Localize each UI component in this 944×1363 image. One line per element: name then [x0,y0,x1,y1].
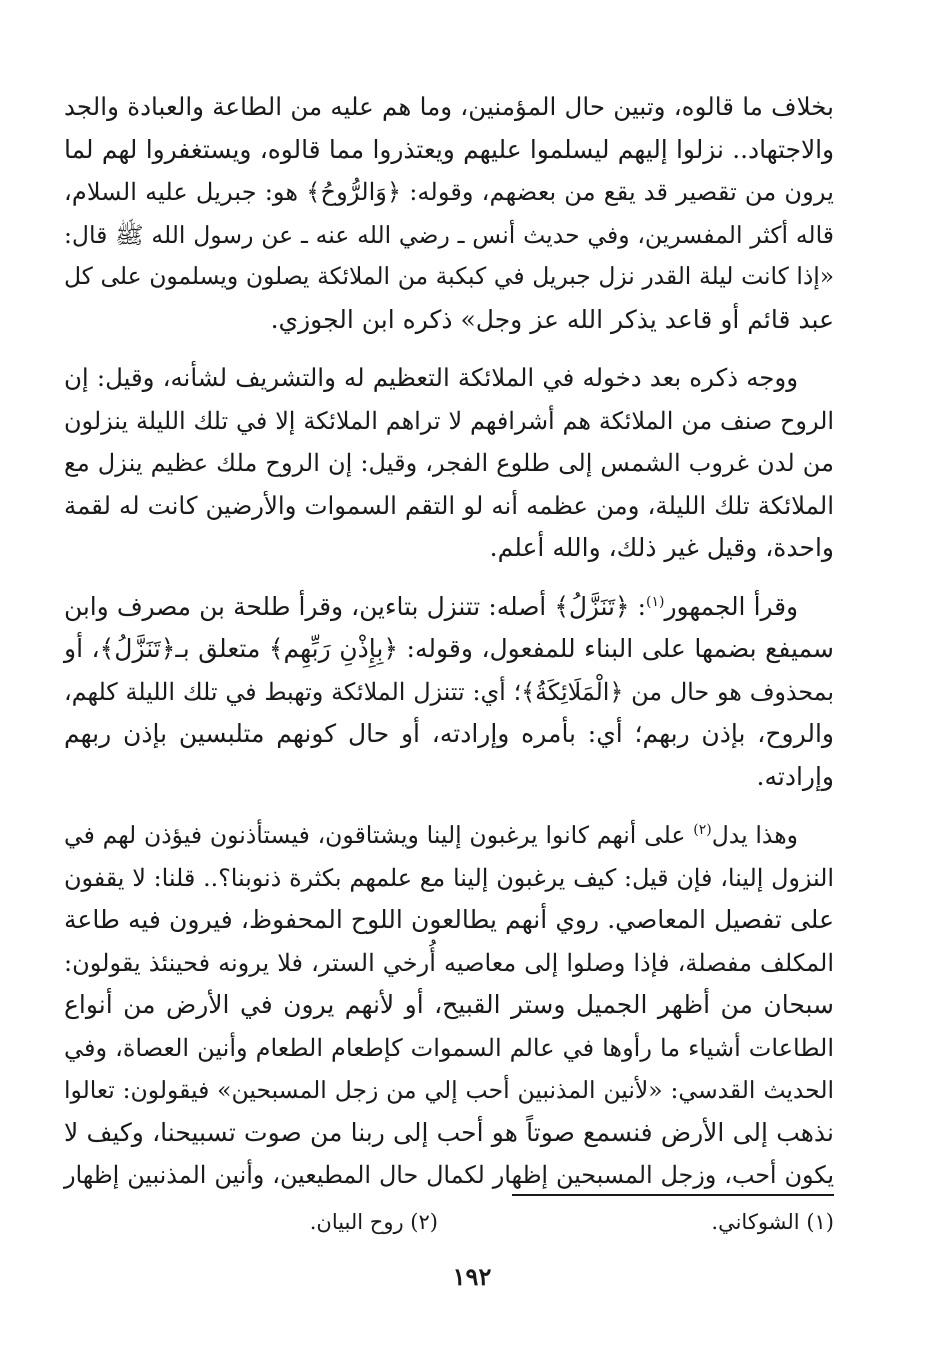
text-line: من لدن غروب الشمس إلى طلوع الفجر، وقيل: إن الروح ملك عظيم ينزل مع [64,449,834,477]
text-line: الحديث القدسي: «لأنين المذنبين أحب إلي من زجل المسبحين» فيقولون: تعالوا [64,1076,834,1104]
page-number: ١٩٢ [452,1262,492,1291]
text-line: والروح، بإذن ربهم؛ أي: بأمره وإرادته، أو حال كونهم متلبسين بإذن ربهم [64,719,834,748]
text-line: نذهب إلى الأرض فنسمع صوتاً هو أحب إلى ربنا من صوت تسبيحنا، وكيف لا [64,1117,834,1147]
text-line: عبد قائم أو قاعد يذكر الله عز وجل» ذكره ابن الجوزي. [270,304,834,334]
text-run: : ﴿تَنَزَّلُ﴾ أصله: تتنزل بتاءين، وقرأ طلحة بن مصرف وابن [64,591,647,621]
text-line: وإرادته. [756,761,834,791]
text-line: النزول إلينا، فإن قيل: كيف يرغبون إلينا مع علمهم بكثرة ذنوبنا؟.. قلنا: لا يقفون [64,863,834,892]
paragraph-2 [64,357,834,570]
text-line: قاله أكثر المفسرين، وفي حديث أنس ـ رضي الله عنه ـ عن رسول الله ﷺ قال: [64,220,834,249]
text-run: على أنهم كانوا يرغبون إلينا ويشتاقون، فيستأذنون فيؤذن لهم في [64,821,694,849]
text-line: بخلاف ما قالوه، وتبين حال المؤمنين، وما هم عليه من الطاعة والعبادة والجد [64,92,834,121]
text-line [64,814,834,857]
text-line: بمحذوف هو حال من ﴿الْمَلَائِكَةُ﴾؛ أي: تتنزل الملائكة وتهبط في تلك الليلة كلهم، [64,677,834,706]
text-line: ووجه ذكره بعد دخوله في الملائكة التعظيم له والتشريف لشأنه، وقيل: إن [64,363,798,392]
footnote-1: (١) الشوكاني. [711,1210,834,1234]
paragraph-3 [64,586,834,799]
text-run: وقرأ الجمهور [664,591,798,621]
main-text [64,86,834,1213]
text-line: الملائكة تلك الليلة، ومن عظمه أنه لو التقم السموات والأرضين كانت له لقمة [64,490,834,520]
text-line: واحدة، وقيل غير ذلك، والله أعلم. [489,533,834,562]
footnotes [64,1210,834,1244]
footnote-ref-2: (٢) [693,822,712,839]
text-line: الروح صنف من الملائكة هم أشرافهم لا تراهم الملائكة إلا في تلك الليلة ينزلون [64,406,834,435]
paragraph-4 [64,814,834,1197]
text-line: «إذا كانت ليلة القدر نزل جبريل في كبكبة من الملائكة يصلون ويسلمون على كل [64,263,834,290]
footnote-ref-1: (١) [646,593,665,610]
text-run: وهذا يدل [711,821,798,849]
text-line: يرون من تقصير قد يقع من بعضهم، وقوله: ﴿وَالرُّوحُ﴾ هو: جبريل عليه السلام، [64,177,834,206]
footnote-divider [512,1194,834,1196]
text-line: الطاعات أشياء ما رأوها في عالم السموات كإطعام الطعام وأنين العصاة، وفي [64,1033,834,1062]
text-line: سميفع بضمها على البناء للمفعول، وقوله: ﴿بِإِذْنِ رَبِّهِم﴾ متعلق بـ﴿تَنَزَّلُ﴾، أو [64,634,834,663]
text-line: على تفصيل المعاصي. روي أنهم يطالعون اللوح المحفوظ، فيرون فيه طاعة [64,905,834,934]
paragraph-1 [64,86,834,341]
text-line: يكون أحب، وزجل المسبحين إظهار لكمال حال المطيعين، وأنين المذنبين إظهار [64,1161,834,1189]
text-line [64,586,834,629]
text-line: المكلف مفصلة، فإذا وصلوا إلى معاصيه أُرخي الستر، فلا يرونه فحينئذ يقولون: [64,948,834,977]
footnote-2: (٢) روح البيان. [309,1210,438,1234]
text-line: سبحان من أظهر الجميل وستر القبيح، أو لأنهم يرون في الأرض من أنواع [64,990,834,1019]
text-line: والاجتهاد.. نزلوا إليهم ليسلموا عليهم ويعتذروا مما قالوه، ويستغفروا لهم لما [64,134,834,164]
